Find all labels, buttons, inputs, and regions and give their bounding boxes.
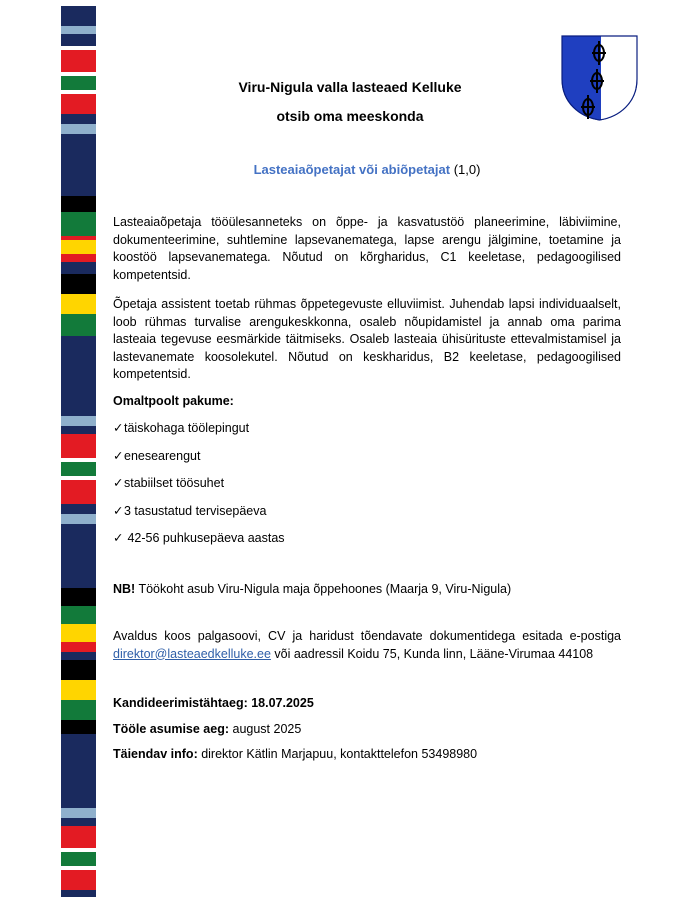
- position-name: Lasteaiaõpetajat või abiõpetajat: [253, 162, 451, 177]
- benefit-text: 3 tasustatud tervisepäeva: [124, 503, 267, 518]
- application-deadline: Kandideerimistähtaeg: 18.07.2025: [113, 696, 314, 710]
- benefit-item: [113, 420, 621, 438]
- postal-address: või aadressil Koidu 75, Kunda linn, Lääne-Virumaa 44108: [270, 646, 594, 661]
- benefit-item: [113, 448, 621, 466]
- benefit-text: 42-56 puhkusepäeva aastas: [124, 531, 285, 545]
- location-note: [113, 581, 621, 599]
- start-date: [113, 721, 621, 739]
- application-instructions: [113, 628, 621, 663]
- teacher-duties-paragraph: Lasteaiaõpetaja tööülesanneteks on õppe- ja kasvatustöö planeerimine, läbiviimine, dokumenteerimine, suhtlemine lapsevanematega, lapse arengu jälgimine, toetamine ja koostöö lapsevanematega. Nõutud on kõrgharidus, C1 keeletase, pedagoogilised kompetentsid.: [113, 215, 621, 282]
- benefit-text: täiskohaga töölepingut: [124, 421, 250, 435]
- check-icon: ✓: [113, 448, 124, 463]
- note-label: NB!: [113, 581, 136, 596]
- benefit-text: enesearengut: [124, 448, 201, 463]
- check-icon: ✓: [113, 476, 124, 490]
- assistant-duties-paragraph: Õpetaja assistent toetab rühmas õppetegevuste elluviimist. Juhendab lapsi individuaalselt, loob rühmas turvalise arengukeskkonna, osaleb nõupidamistel ja annab oma parima lasteaia tegevuse eesmärkide täitmiseks. Osaleb lasteaia ühisürituste ettevalmistamisel ja lastevanemate koosolekutel. Nõutud on keskharidus, B2 keeletase, pedagoogilised kompetentsid.: [113, 297, 621, 381]
- contact-value: direktor Kätlin Marjapuu, kontakttelefon 53498980: [197, 747, 478, 761]
- page-title-line1: Viru-Nigula valla lasteaed Kelluke: [238, 79, 462, 95]
- contact-label: Täiendav info:: [113, 747, 198, 761]
- job-description: [113, 214, 621, 764]
- contact-info: [113, 746, 621, 764]
- offer-heading: Omaltpoolt pakume:: [113, 393, 234, 408]
- position-title: [0, 162, 700, 177]
- benefit-text: stabiilset töösuhet: [124, 476, 225, 490]
- benefit-item: [113, 503, 621, 521]
- application-text: Avaldus koos palgasoovi, CV ja haridust tõendavate dokumentidega esitada e-postiga: [113, 629, 621, 643]
- benefit-item: [113, 530, 621, 548]
- check-icon: ✓: [113, 531, 124, 545]
- note-text: Töökoht asub Viru-Nigula maja õppehoones (Maarja 9, Viru-Nigula): [135, 581, 512, 596]
- position-load: (1,0): [453, 162, 481, 177]
- decorative-stripe: [61, 6, 96, 897]
- check-icon: ✓: [113, 421, 124, 435]
- start-label: Tööle asumise aeg:: [113, 721, 230, 736]
- page-title-line2: otsib oma meeskonda: [276, 108, 424, 124]
- check-icon: ✓: [113, 503, 124, 518]
- benefit-item: [113, 475, 621, 493]
- start-value: august 2025: [229, 721, 302, 736]
- email-link[interactable]: direktor@lasteaedkelluke.ee: [113, 646, 271, 661]
